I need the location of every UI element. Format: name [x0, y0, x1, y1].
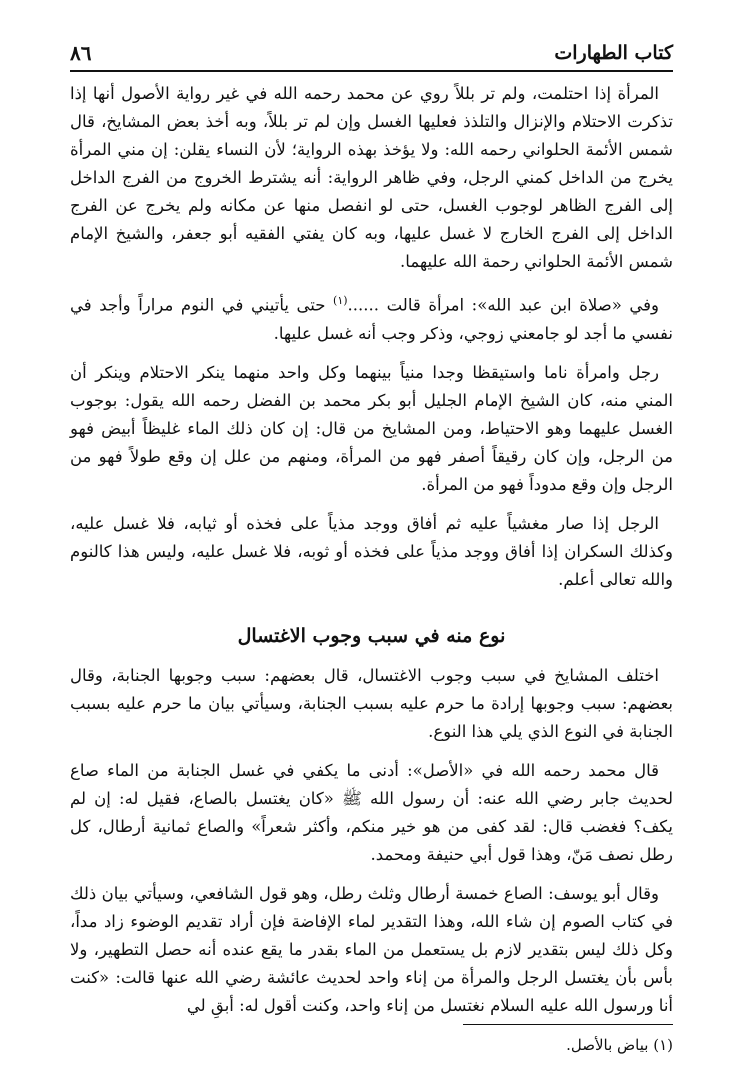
paragraph: المرأة إذا احتلمت، ولم تر بللاً روي عن محمد رحمه الله في غير رواية الأصول أنها إذا تذكرت الاحتلام والإنزال والتلذذ فعليها الغسل وإن لم تر بللاً، وبه أخذ بعض المشايخ، قال شمس الأئمة الحلواني رحمه الله: ولا يؤخذ بهذه الرواية؛ لأن النساء يقلن: إن مني المرأة يخرج من الداخل كمني الرجل، وفي ظاهر الرواية: أنه يشترط الخروج من الفرج الداخل إلى الفرج الظاهر لوجوب الغسل، حتى لو انفصل منها عن مكانه ولم يخرج عن الفرج الداخل إلى الفرج الخارج لا غسل عليها، وبه كان يفتي الفقيه أبو جعفر، والشيخ الإمام شمس الأئمة الحلواني رحمة الله عليهما. [70, 84, 673, 271]
paragraph-text: حتى يأتيني في النوم مراراً وأجد في نفسي ما أجد لو جامعني زوجي، وذكر وجب أنه غسل عليها. [70, 295, 673, 343]
page-number: ٨٦ [70, 41, 92, 65]
page-body [70, 80, 673, 1031]
paragraph-text: وفي «صلاة ابن عبد الله»: امرأة قالت ...... [347, 295, 659, 315]
paragraph: وقال أبو يوسف: الصاع خمسة أرطال وثلث رطل، وهو قول الشافعي، وسيأتي بيان ذلك في كتاب الصوم إن شاء الله، وهذا التقدير لماء الإفاضة فإن أراد تقديم الوضوء زاد مداً، وكل ذلك ليس بتقدير لازم بل يستعمل من الماء بقدر ما يقع عنده أنه حصل التطهير، ولا بأس بأن يغتسل الرجل والمرأة من إناء واحد لحديث عائشة رضي الله عنها قالت: «كنت أنا ورسول الله عليه السلام نغتسل من إناء واحد، وكنت أقول له: أبقِ لي [70, 883, 673, 1015]
footnote-divider [463, 1024, 673, 1025]
page-header [70, 36, 673, 72]
running-title: كتاب الطهارات [554, 42, 673, 64]
paragraph: الرجل إذا صار مغشياً عليه ثم أفاق ووجد مذياً على فخذه أو ثيابه، فلا غسل عليه، وكذلك السكران إذا أفاق ووجد مذياً على فخذه أو ثوبه، فلا غسل عليه، وليس هذا كالنوم والله تعالى أعلم. [70, 513, 673, 589]
paragraph [70, 287, 673, 348]
section-heading: نوع منه في سبب وجوب الاغتسال [237, 624, 506, 647]
paragraph: قال محمد رحمه الله في «الأصل»: أدنى ما يكفي في غسل الجنابة من الماء صاع لحديث جابر رضي الله عنه: أن رسول الله ﷺ «كان يغتسل بالصاع، فقيل له: إن لم يكف؟ فغضب قال: لقد كفى من هو خير منكم، وأكثر شعراً» والصاع ثمانية أرطال، كل رطل نصف مَنّ، وهذا قول أبي حنيفة ومحمد. [70, 760, 673, 864]
footnote: (١) بياض بالأصل. [566, 1036, 673, 1054]
paragraph: رجل وامرأة ناما واستيقظا وجدا منياً بينهما وكل واحد منهما ينكر الاحتلام وينكر أن المني منه، كان الشيخ الإمام الجليل أبو بكر محمد بن الفضل رحمه الله يقول: بوجوب الغسل عليهما وهو الاحتياط، ومن المشايخ من قال: إن كان ذلك الماء غليظاً أبيض فهو من الرجل، وإن كان رقيقاً أصفر فهو من المرأة، ومنهم من علل إن وقع طولاً فهو من الرجل وإن وقع مدوداً فهو من المرأة. [70, 362, 673, 494]
paragraph: اختلف المشايخ في سبب وجوب الاغتسال، قال بعضهم: سبب وجوبها الجنابة، وقال بعضهم: سبب وجوبها إرادة ما حرم عليه بسبب الجنابة، وسيأتي بيان ما حرم عليه بسبب الجنابة في النوع الذي يلي هذا النوع. [70, 665, 673, 741]
footnote-marker: (١) [333, 294, 348, 307]
